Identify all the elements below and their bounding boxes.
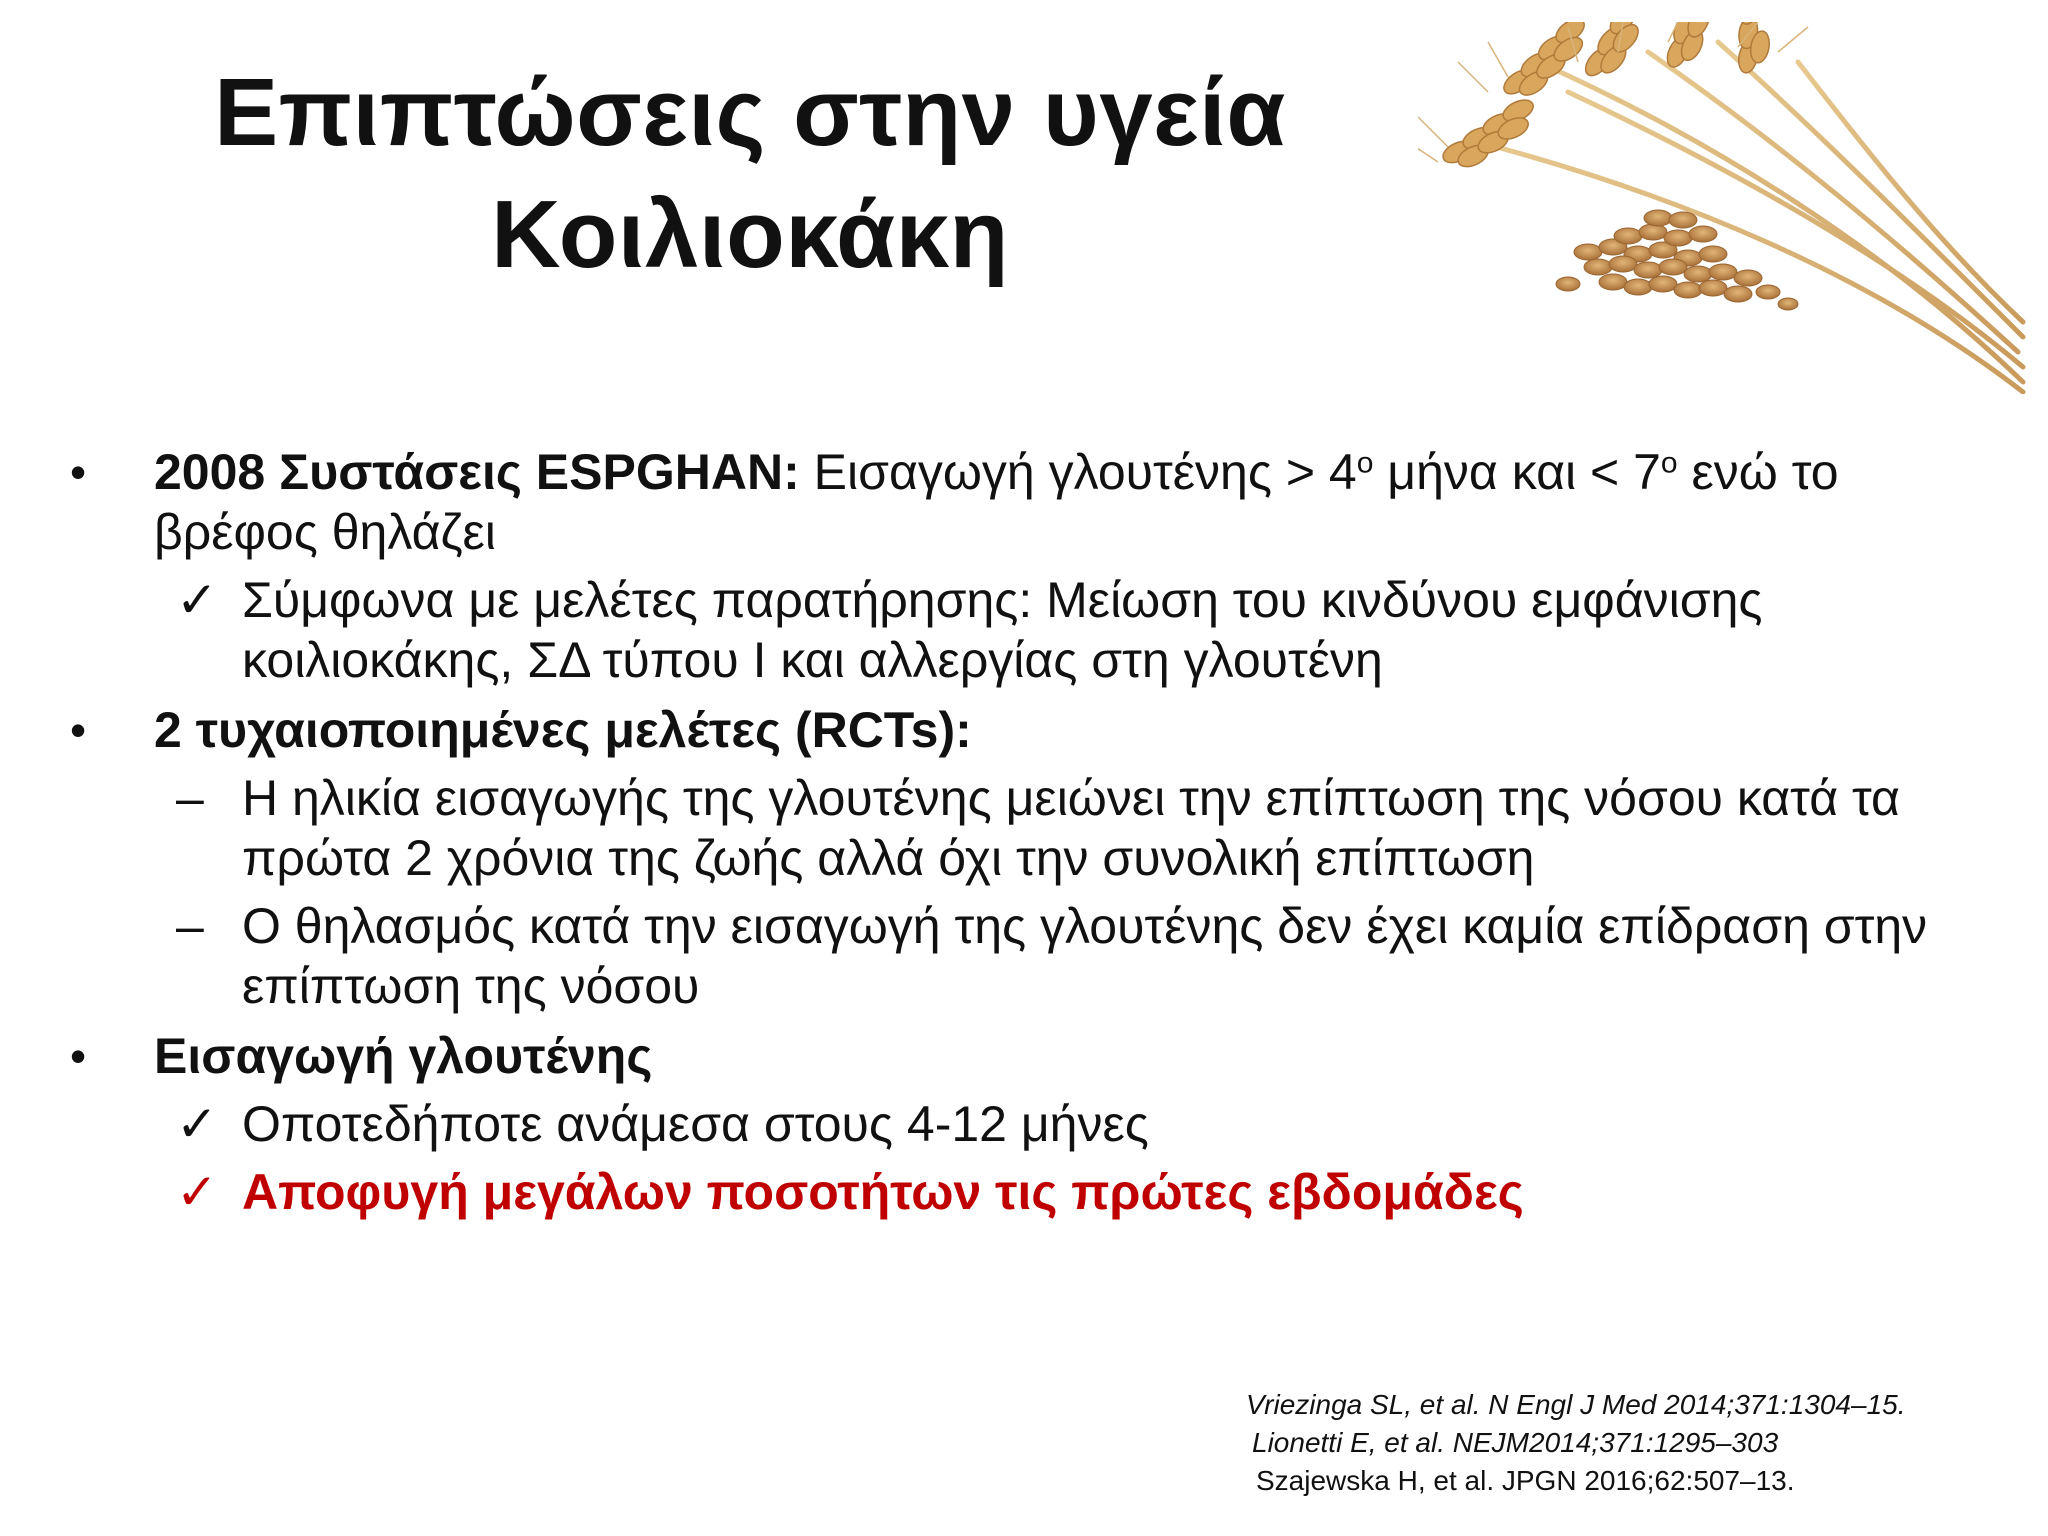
slide-title [120,52,1380,296]
bullet-espghan-text-c: ενώ το βρέφος θηλάζει [154,444,1839,560]
check-icon: ✓ [176,1096,218,1152]
wheat-image [1418,22,2028,394]
sub-bullet-age-text: Η ηλικία εισαγωγής της γλουτένης μειώνει την επίπτωση της νόσου κατά τα πρώτα 2 χρόνια της ζωής αλλά όχι την συνολική επίπτωση [242,770,1900,886]
check-icon: ✓ [176,1164,218,1220]
references [1246,1386,1906,1500]
sub-bullet-age [70,768,1990,888]
bullet-espghan-text-b: μήνα και < 7 [1373,444,1661,500]
reference-3: Szajewska H, et al. JPGN 2016;62:507–13. [1256,1465,1795,1496]
bullet-espghan-heading: 2008 Συστάσεις ESPGHAN: [154,444,800,500]
sub-bullet-breastfeeding-text: Ο θηλασμός κατά την εισαγωγή της γλουτένης δεν έχει καμία επίδραση στην επίπτωση της νόσου [242,898,1928,1014]
bullet-espghan-text-a: Εισαγωγή γλουτένης > 4 [799,444,1357,500]
sub-bullet-observational-text: Σύμφωνα με μελέτες παρατήρησης: Μείωση του κινδύνου εμφάνισης κοιλιοκάκης, ΣΔ τύπου Ι και αλλεργίας στη γλουτένη [242,572,1763,688]
sub-bullet-avoid-large-text: Αποφυγή μεγάλων ποσοτήτων τις πρώτες εβδομάδες [242,1164,1524,1220]
sub-bullet-age-range [70,1094,1990,1154]
dash-marker: – [176,770,204,826]
bullet-dot: • [70,704,87,756]
sub-bullet-avoid-large [70,1162,1990,1222]
bullet-espghan [70,442,1990,562]
bullet-gluten-intro [70,1026,1990,1086]
superscript-b: ο [1660,446,1678,480]
reference-1: Vriezinga SL, et al. N Engl J Med 2014;371:1304–15. [1246,1389,1906,1420]
bullet-rcts [70,700,1990,760]
check-icon: ✓ [176,572,218,628]
bullet-gluten-intro-heading: Εισαγωγή γλουτένης [154,1028,653,1084]
sub-bullet-breastfeeding [70,896,1990,1016]
bullet-dot: • [70,1030,87,1082]
superscript-a: ο [1356,446,1374,480]
sub-bullet-age-range-text: Οποτεδήποτε ανάμεσα στους 4-12 μήνες [242,1096,1149,1152]
dash-marker: – [176,898,204,954]
reference-2: Lionetti E, et al. NEJM2014;371:1295–303 [1252,1427,1779,1458]
bullet-dot: • [70,446,87,498]
bullet-rcts-heading: 2 τυχαιοποιημένες μελέτες (RCTs): [154,702,972,758]
slide-body [70,432,1990,1222]
title-line-2: Κοιλιοκάκη [491,181,1009,288]
sub-bullet-observational [70,570,1990,690]
title-line-1: Επιπτώσεις στην υγεία [214,59,1286,166]
